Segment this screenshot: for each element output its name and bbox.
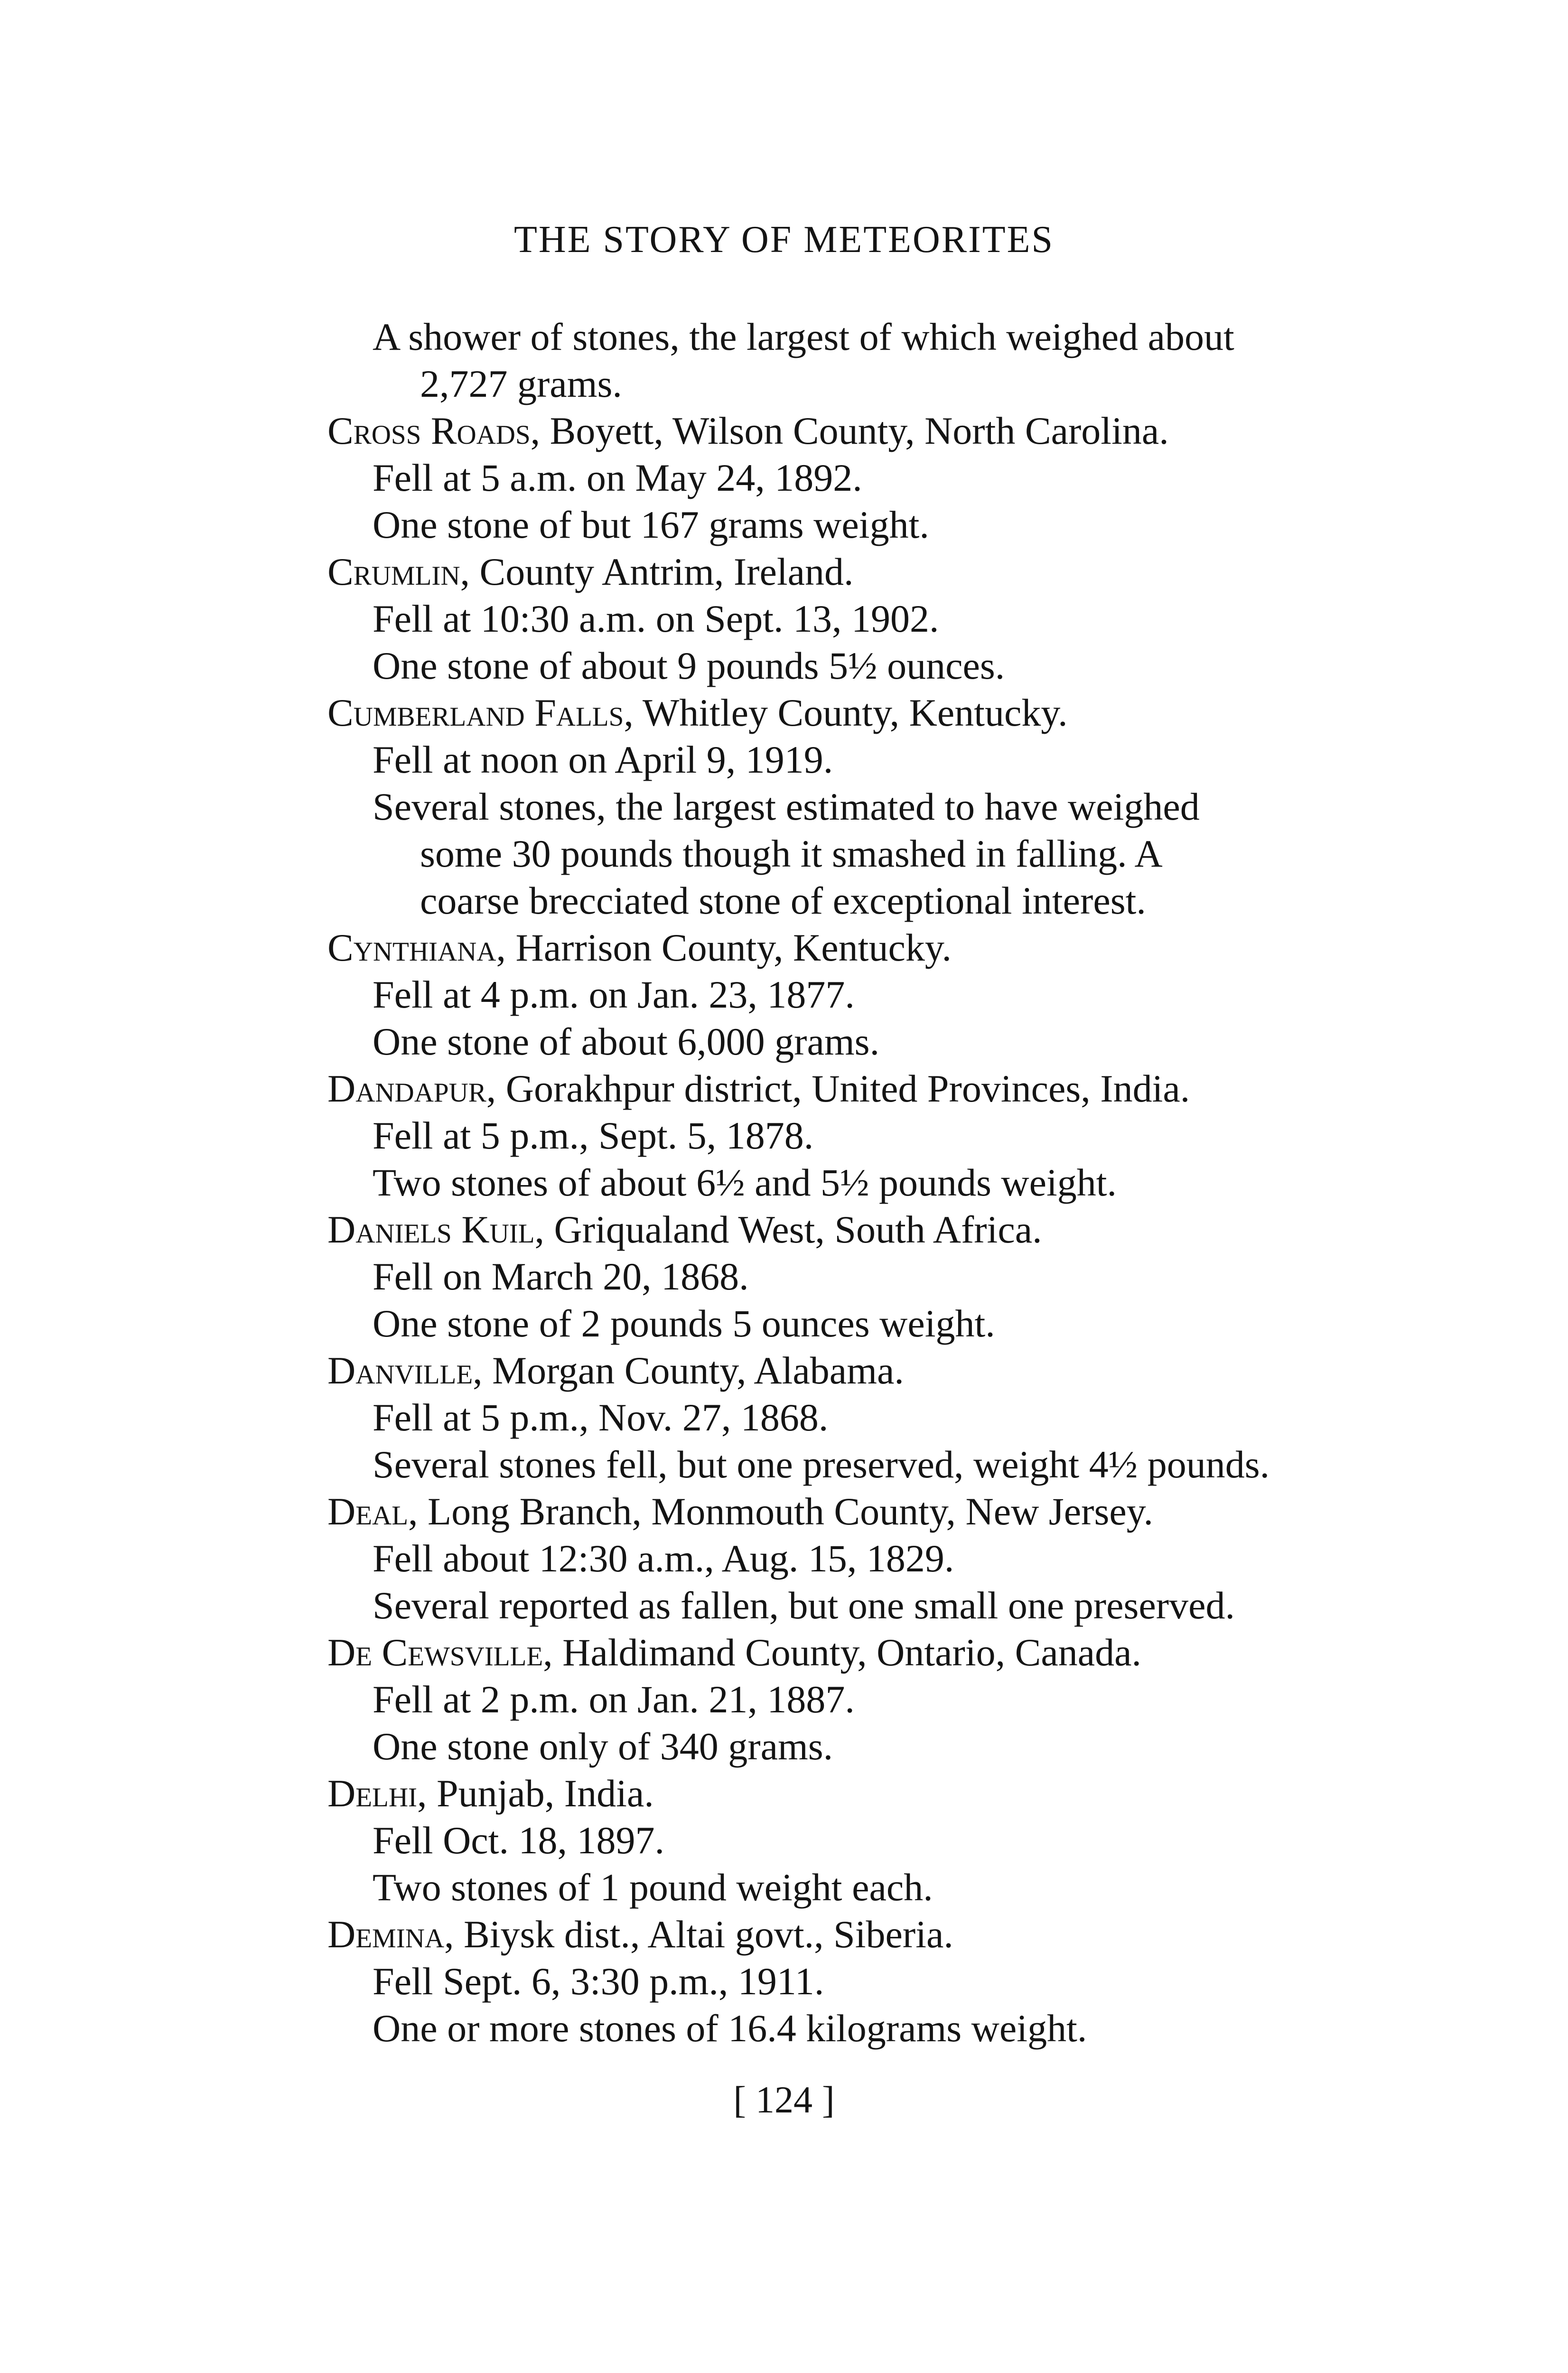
meteorite-location: , Griqualand West, South Africa. [534,1208,1042,1251]
meteorite-name: Dandapur [327,1067,486,1110]
description-line: Several stones fell, but one preserved, weight 4½ pounds. [373,1443,1270,1486]
meteorite-location: , Boyett, Wilson County, North Carolina. [530,409,1169,452]
fall-date-line: Fell at noon on April 9, 1919. [373,738,833,781]
description-line: One stone of about 9 pounds 5½ ounces. [373,644,1005,687]
fall-date-line: Fell at 5 a.m. on May 24, 1892. [373,456,862,499]
continuation-line: 2,727 grams. [420,362,622,405]
meteorite-location: , Gorakhpur district, United Provinces, India. [486,1067,1190,1110]
description-line: One stone only of 340 grams. [373,1725,833,1768]
description-line: One stone of 2 pounds 5 ounces weight. [373,1302,995,1345]
description-line: Several reported as fallen, but one small one preserved. [373,1584,1235,1627]
page-number: [ 124 ] [733,2079,835,2121]
meteorite-location: , Harrison County, Kentucky. [496,926,952,969]
meteorite-name: Demina [327,1913,445,1956]
description-line: coarse brecciated stone of exceptional interest. [420,879,1146,922]
entry-heading [327,1206,1447,1253]
entry-heading [327,548,1447,595]
meteorite-name: De Cewsville [327,1631,543,1674]
meteorite-location: , County Antrim, Ireland. [460,550,854,593]
meteorite-name: Deal [327,1490,409,1533]
meteorite-location: , Morgan County, Alabama. [473,1349,904,1392]
meteorite-location: , Long Branch, Monmouth County, New Jersey. [408,1490,1153,1533]
entry-heading [327,924,1447,971]
entry-heading [327,1347,1447,1394]
description-line: Two stones of about 6½ and 5½ pounds weight. [373,1161,1117,1204]
continuation-line: A shower of stones, the largest of which weighed about [373,315,1234,358]
meteorite-location: , Punjab, India. [417,1772,654,1815]
fall-date-line: Fell at 5 p.m., Nov. 27, 1868. [373,1396,829,1439]
meteorite-name: Cumberland Falls [327,691,624,734]
description-line: One or more stones of 16.4 kilograms weight. [373,2007,1087,2050]
fall-date-line: Fell at 4 p.m. on Jan. 23, 1877. [373,973,855,1016]
description-line: some 30 pounds though it smashed in falling. A [420,832,1163,875]
entry-heading [327,1065,1447,1112]
meteorite-name: Daniels Kuil [327,1208,535,1251]
fall-date-line: Fell at 10:30 a.m. on Sept. 13, 1902. [373,597,939,640]
meteorite-name: Danville [327,1349,473,1392]
description-line: One stone of about 6,000 grams. [373,1020,880,1063]
entry-heading [327,407,1447,454]
meteorite-location: , Biysk dist., Altai govt., Siberia. [444,1913,953,1956]
entry-heading [327,1770,1447,1817]
description-line: Several stones, the largest estimated to have weighed [373,785,1200,828]
description-line: Two stones of 1 pound weight each. [373,1866,933,1909]
meteorite-entries-list [327,313,1447,2052]
entry-heading [327,1911,1447,1958]
fall-date-line: Fell about 12:30 a.m., Aug. 15, 1829. [373,1537,954,1580]
meteorite-name: Delhi [327,1772,417,1815]
fall-date-line: Fell on March 20, 1868. [373,1255,749,1298]
fall-date-line: Fell at 2 p.m. on Jan. 21, 1887. [373,1678,855,1721]
meteorite-name: Crumlin [327,550,460,593]
meteorite-location: , Haldimand County, Ontario, Canada. [543,1631,1142,1674]
fall-date-line: Fell at 5 p.m., Sept. 5, 1878. [373,1114,814,1157]
entry-heading [327,689,1447,736]
entry-heading [327,1488,1447,1535]
entry-heading [327,1629,1447,1676]
fall-date-line: Fell Sept. 6, 3:30 p.m., 1911. [373,1960,824,2003]
running-head: THE STORY OF METEORITES [514,219,1054,261]
description-line: One stone of but 167 grams weight. [373,503,929,546]
fall-date-line: Fell Oct. 18, 1897. [373,1819,664,1862]
meteorite-name: Cynthiana [327,926,496,969]
meteorite-name: Cross Roads [327,409,531,452]
meteorite-location: , Whitley County, Kentucky. [624,691,1068,734]
